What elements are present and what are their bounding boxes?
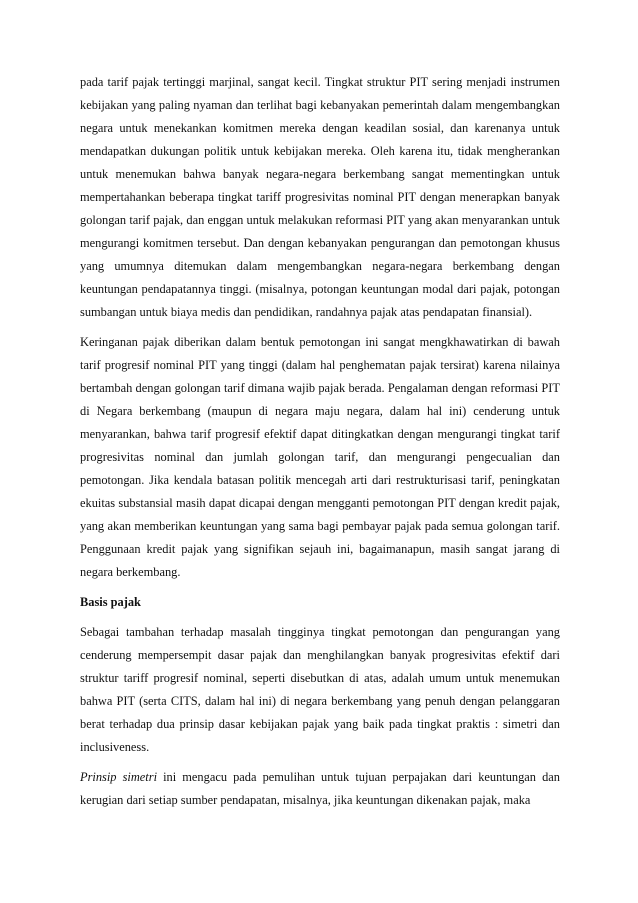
document-page xyxy=(80,71,560,819)
paragraph-symmetry-principle xyxy=(80,766,560,812)
paragraph-tax-relief: Keringanan pajak diberikan dalam bentuk pemotongan ini sangat mengkhawatirkan di bawah tarif progresif nominal PIT yang tinggi (dalam hal penghematan pajak tersirat) karena nilainya bertambah dengan golongan tarif dimana wajib pajak berada. Pengalaman dengan reformasi PIT di Negara berkembang (maupun di negara maju negara, dalam hal ini) cenderung untuk menyarankan, bahwa tarif progresif efektif dapat ditingkatkan dengan mengurangi tingkat tarif progresivitas nominal dan jumlah golongan tarif, dan mengurangi pengecualian dan pemotongan. Jika kendala batasan politik mencegah arti dari restrukturisasi tarif, peningkatan ekuitas substansial masih dapat dicapai dengan mengganti pemotongan PIT dengan kredit pajak, yang akan memberikan keuntungan yang sama bagi pembayar pajak pada semua golongan tarif. Penggunaan kredit pajak yang signifikan sejauh ini, bagaimanapun, masih sangat jarang di negara berkembang. xyxy=(80,335,560,579)
term-prinsip-simetri: Prinsip simetri xyxy=(80,770,158,784)
paragraph-symmetry-text: ini mengacu pada pemulihan untuk tujuan perpajakan dari keuntungan dan kerugian dari setiap sumber pendapatan, misalnya, jika keuntungan dikenakan pajak, maka xyxy=(80,770,560,807)
paragraph-tax-base: Sebagai tambahan terhadap masalah tingginya tingkat pemotongan dan pengurangan yang cenderung mempersempit dasar pajak dan menghilangkan banyak progresivitas efektif dari struktur tariff progresif nominal, seperti disebutkan di atas, adalah umum untuk menemukan bahwa PIT (serta CITS, dalam hal ini) di negara berkembang yang penuh dengan pelanggaran berat terhadap dua prinsip dasar kebijakan pajak yang baik pada tingkat praktis : simetri dan inclusiveness. xyxy=(80,625,560,754)
section-heading-basis-pajak: Basis pajak xyxy=(80,595,141,609)
paragraph-pit-structure: pada tarif pajak tertinggi marjinal, sangat kecil. Tingkat struktur PIT sering menjadi instrumen kebijakan yang paling nyaman dan terlihat bagi kebanyakan pemerintah dalam mengembangkan negara untuk menekankan komitmen mereka dengan keadilan sosial, dan karenanya untuk mendapatkan dukungan politik untuk kebijakan mereka. Oleh karena itu, tidak mengherankan untuk menemukan bahwa banyak negara-negara berkembang sangat mementingkan untuk mempertahankan beberapa tingkat tariff progresivitas nominal PIT dengan menerapkan banyak golongan tarif pajak, dan enggan untuk melakukan reformasi PIT yang akan menyarankan untuk mengurangi komitmen tersebut. Dan dengan kebanyakan pengurangan dan pemotongan khusus yang umumnya ditemukan dalam mengembangkan negara-negara berkembang dengan keuntungan pendapatannya tinggi. (misalnya, potongan keuntungan modal dari pajak, potongan sumbangan untuk biaya medis dan pendidikan, randahnya pajak atas pendapatan finansial). xyxy=(80,75,560,319)
